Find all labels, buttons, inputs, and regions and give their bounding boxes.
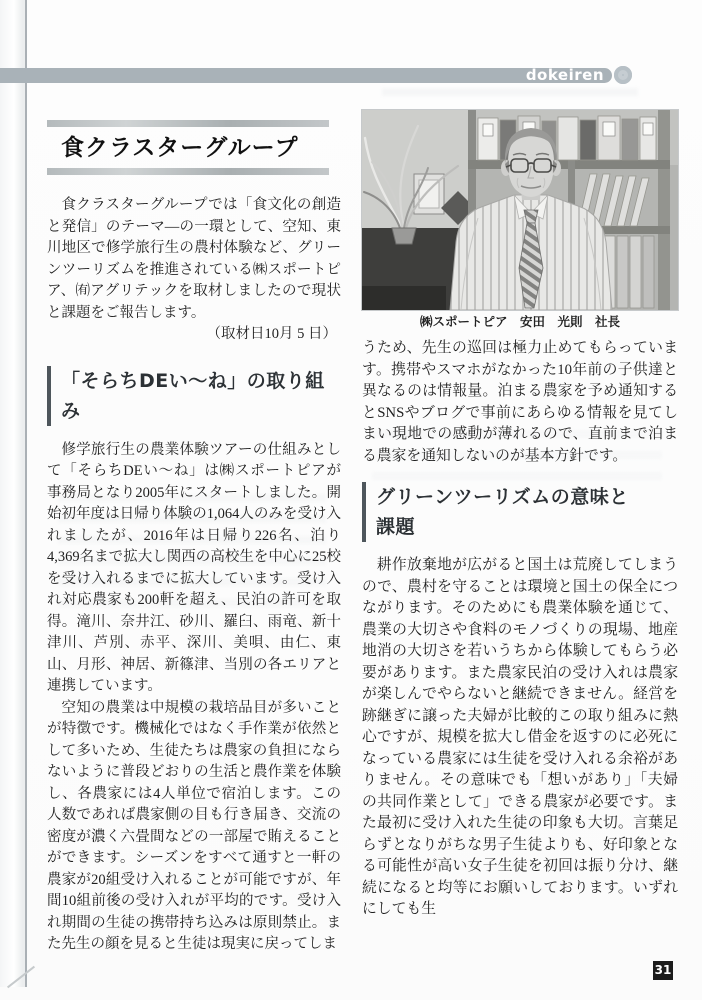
continuation-paragraph: うため、先生の巡回は極力止めてもらっています。携帯やスマホがなかった10年前の子供達と異なるのは情報量。泊まる農家を予め通知するとSNSやブログで事前にあらゆる情報を見てしまい現地での感動が薄れるので、直前まで泊まる農家を通知しないのが基本方針です。	[362, 340, 678, 464]
bleed-through-artifact	[382, 88, 638, 108]
section1-paragraph-1: 修学旅行生の農業体験ツアーの仕組みとして「そらちDEい〜ね」は㈱スポートピアが事務局となり2005年にスタートしました。開始初年度は日帰り体験の1,064人のみを受け入れましたが、2016年は日帰り226名、泊り4,369名まで拡大し関西の高校生を中心に25校を受け入れるまでに拡大しています。受け入れ対応農家も200軒を超え、民泊の許可を取得。滝川、奈井江、砂川、羅臼、雨竜、新十津川、芦別、赤平、深川、美唄、由仁、東山、月形、神居、新篠津、当別の各エリアと連携しています。	[47, 441, 341, 694]
section2-paragraph-1: 耕作放棄地が広がると国土は荒廃してしまうので、農村を守ることは環境と国土の保全につながります。そのためにも農業体験を通じて、農業の大切さや食料のモノづくりの現場、地産地消の大切さを若いうちから体験してもらう必要があります。また農家民泊の受け入れは農家が楽しんでやらないと継続できません。経営を跡継ぎに譲った夫婦が比較的この取り組みに熱心ですが、規模を拡大し借金を返すのに必死になっている農家には生徒を受け入れる余裕がありません。その意味でも「想いがあり」「夫婦の共同作業として」できる農家が必要です。また最初に受け入れた生徒の印象も大切。言葉足らずとなりがちな男子生徒よりも、好印象となる可能性が高い女子生徒を初回は振り分け、継続になると均等にお願いしております。いずれにしても生	[362, 557, 678, 917]
page-fold-edge	[0, 0, 27, 987]
page-number: 31	[653, 961, 673, 980]
ear-left	[501, 160, 511, 176]
photo-caption: ㈱スポートピア 安田 光則 社長	[419, 314, 620, 329]
left-column	[47, 120, 341, 956]
interview-date: （取材日10月 5 日）	[206, 326, 337, 342]
section2-heading: グリーンツーリズムの意味と課題	[362, 482, 642, 542]
right-column	[362, 110, 678, 921]
header-dot-icon	[614, 66, 632, 84]
ear-right	[551, 160, 561, 176]
article-title: 食クラスターグループ	[61, 135, 299, 161]
section1-paragraph-2: 空知の農業は中規模の栽培品目が多いことが特徴です。機械化ではなく手作業が依然として多いため、生徒たちは農家の負担にならないように普段どおりの生活と農作業を体験し、各農家には4人単位で宿泊します。この人数であれば農家側の目も行き届き、交流の密度が濃く六畳間などの一部屋で賄えることができます。シーズンをすべて通すと一軒の農家が20組受け入れることが可能ですが、年間10組前後の受け入れが平均的です。受け入れ期間の生徒の携帯持ち込みは原則禁止。また先生の顔を見ると生徒は現実に戻ってしま	[47, 699, 341, 952]
header-band	[0, 68, 612, 83]
portrait-photo	[362, 110, 678, 310]
article-title-box	[47, 120, 341, 175]
intro-paragraph: 食クラスターグループでは「食文化の創造と発信」のテーマ―の一環として、空知、東川地区で修学旅行生の農村体験など、グリーンツーリズムを推進されている㈱スポートピア、㈲アグリテックを取材しましたので現状と課題をご報告します。	[47, 197, 341, 321]
header-label: dokeiren	[525, 66, 604, 84]
portrait-photo-illustration	[362, 110, 678, 310]
section1-heading: 「そらちDEい〜ね」の取り組み	[47, 366, 341, 426]
